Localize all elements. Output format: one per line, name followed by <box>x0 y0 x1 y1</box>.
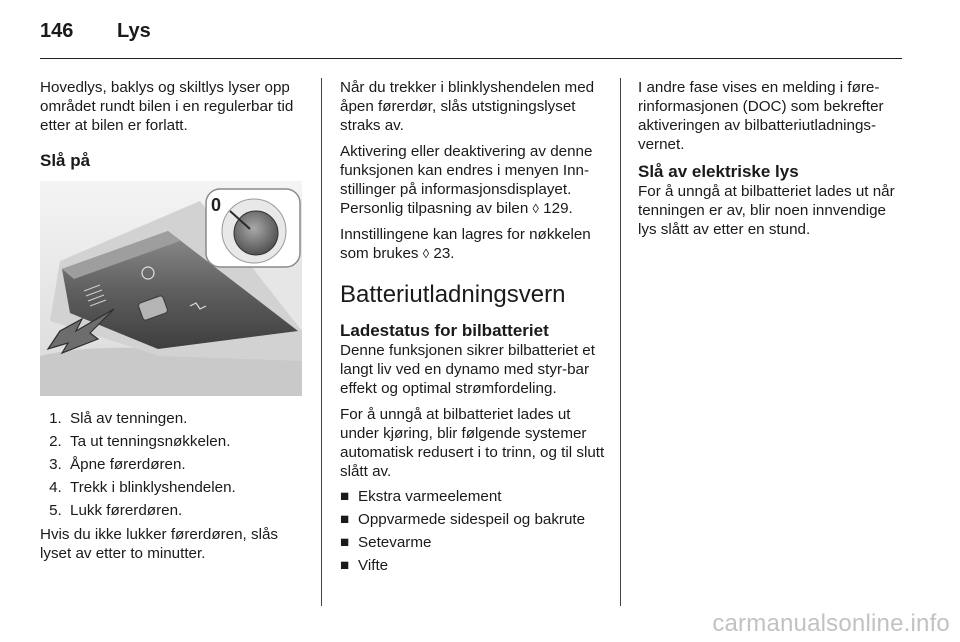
page-reference-link[interactable]: 23. <box>433 245 455 262</box>
list-item: ■ Setevarme <box>340 534 432 551</box>
dial-position-label: 0 <box>211 195 222 215</box>
column-1 <box>40 78 308 570</box>
square-bullet-icon: ■ <box>340 511 350 528</box>
square-bullet-icon: ■ <box>340 557 350 574</box>
steps-list <box>40 410 308 520</box>
paragraph: Innstillingene kan lagres for nøkkelen som brukes ◊ 23. <box>340 226 591 262</box>
list-item: 5. Lukk førerdøren. <box>66 502 308 520</box>
paragraph: Når du trekker i blinklyshendelen med åpen førerdør, slås utstigningslyset straks av. <box>340 79 595 134</box>
list-item: ■ Ekstra varmeelement <box>340 488 502 505</box>
cross-reference-icon: ◊ <box>532 201 539 216</box>
column-divider-2 <box>620 78 621 606</box>
subheading: Ladestatus for bilbatteriet <box>340 321 549 340</box>
square-bullet-icon: ■ <box>340 534 350 551</box>
square-bullet-icon: ■ <box>340 488 350 505</box>
heading-switch-off-lights: Slå av elektriske lys <box>638 162 799 181</box>
outro-paragraph: Hvis du ikke lukker førerdøren, slås lyset av etter to minutter. <box>40 526 279 562</box>
paragraph: Denne funksjonen sikrer bilbatteriet et langt liv ved en dynamo med styr-bar effekt og optimal strømfordeling. <box>340 342 595 397</box>
paragraph: For å unngå at bilbatteriet lades ut under kjøring, blir følgende systemer automatisk redusert i to trinn, og til slutt slått av. <box>340 406 605 480</box>
list-item: ■ Vifte <box>340 557 389 574</box>
page-reference-link[interactable]: 129. <box>543 200 573 217</box>
list-item: 2. Ta ut tenningsnøkkelen. <box>66 433 308 451</box>
header-divider <box>40 58 902 59</box>
paragraph: I andre fase vises en melding i føre-rinformasjonen (DOC) som bekrefter aktiveringen av bilbatteriutladnings-vernet. <box>638 79 884 153</box>
column-3 <box>638 78 906 246</box>
list-item: 1. Slå av tenningen. <box>66 410 308 428</box>
intro-paragraph: Hovedlys, baklys og skiltlys lyser opp området rundt bilen i en regulerbar tid etter at bilen er forlatt. <box>40 79 294 134</box>
systems-list <box>340 488 608 575</box>
cross-reference-icon: ◊ <box>422 246 430 261</box>
section-title: Batteriutladningsvern <box>340 281 566 308</box>
page-section-title: Lys <box>117 20 151 42</box>
list-item: 3. Åpne førerdøren. <box>66 456 308 474</box>
watermark: carmanualsonline.info <box>712 610 950 637</box>
paragraph: For å unngå at bilbatteriet lades ut når tenningen er av, blir noen innvendige lys slått av etter en stund. <box>638 183 895 238</box>
paragraph: Aktivering eller deaktivering av denne funksjonen kan endres i menyen Inn-stillinger på informasjonsdisplayet. Personlig tilpasning av bilen ◊ 129. <box>340 143 593 217</box>
turn-signal-lever-illustration <box>40 181 302 396</box>
list-item: ■ Oppvarmede sidespeil og bakrute <box>340 511 586 528</box>
heading-switch-on: Slå på <box>40 151 91 170</box>
column-divider-1 <box>321 78 322 606</box>
column-2 <box>340 78 608 580</box>
list-item: 4. Trekk i blinklyshendelen. <box>66 479 308 497</box>
page-number: 146 <box>40 20 74 42</box>
